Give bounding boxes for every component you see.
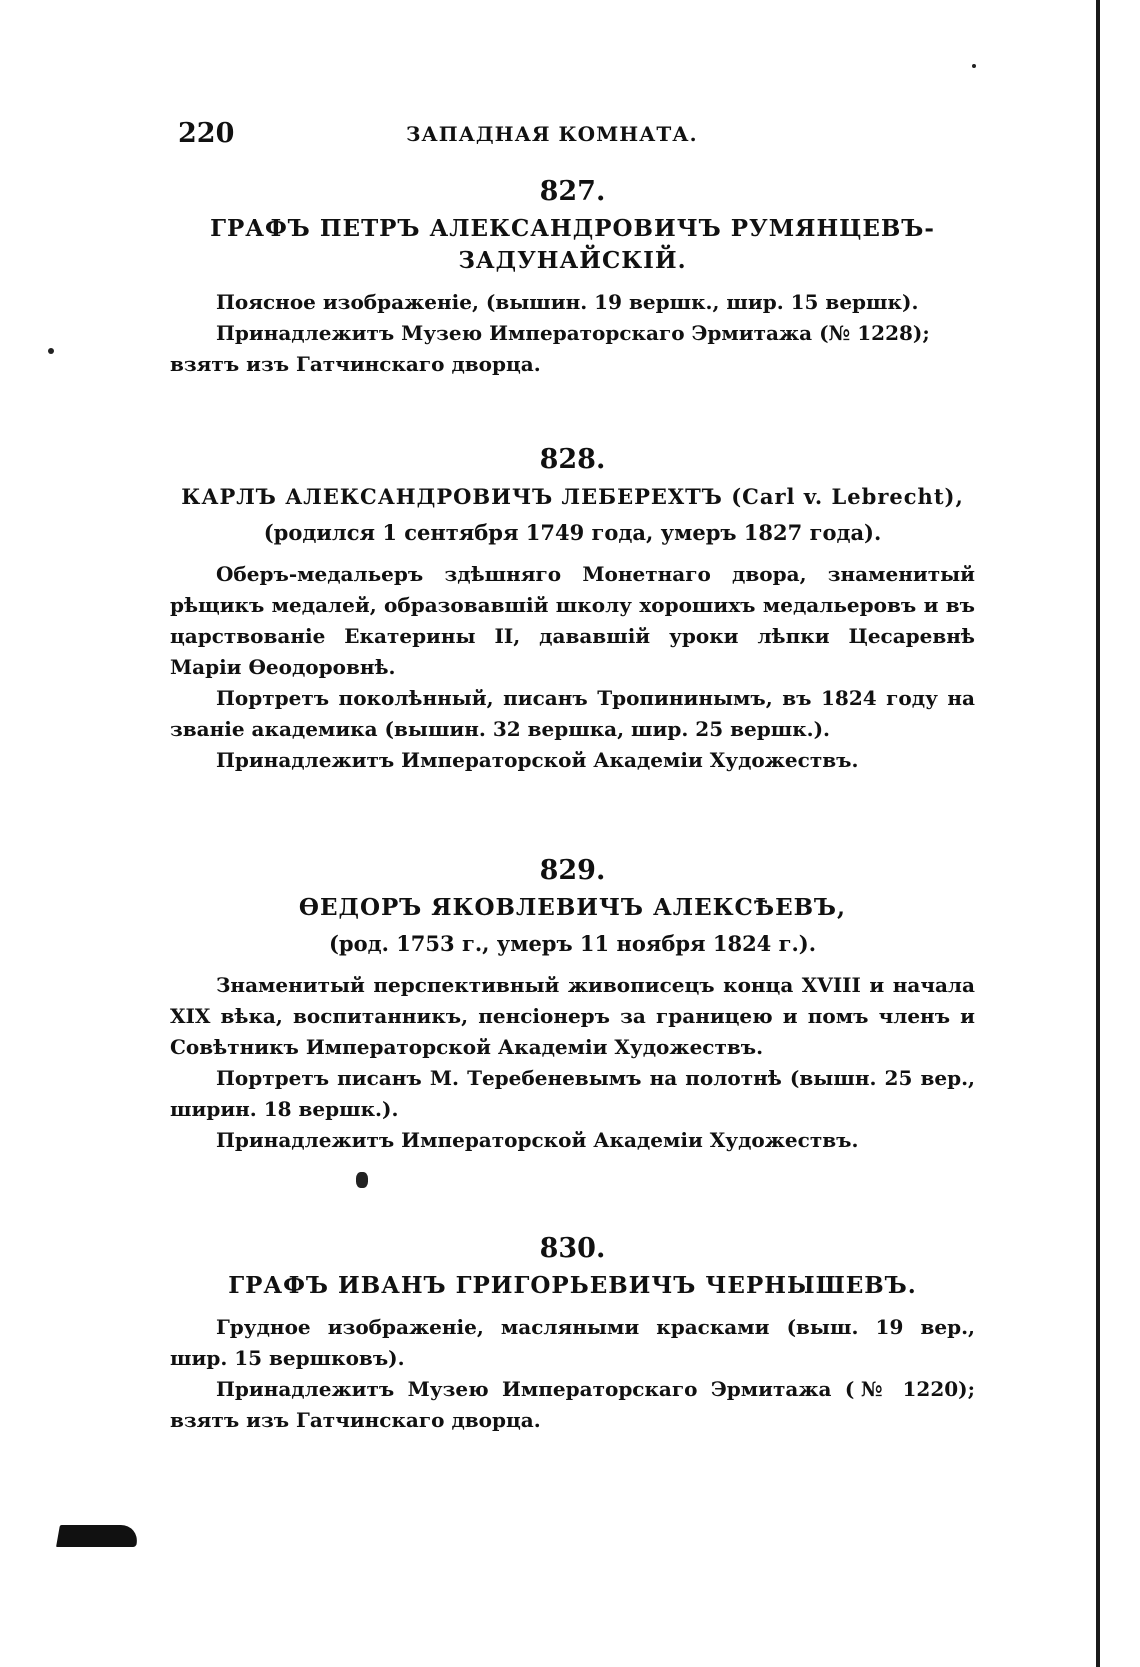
entry-paragraph: взятъ изъ Гатчинскаго дворца.	[170, 352, 541, 376]
page-number: 220	[178, 118, 235, 149]
entry-paragraph: Принадлежитъ Императорской Академіи Художествъ.	[216, 748, 859, 772]
entry-number: 828.	[539, 444, 606, 475]
entry-paragraph: Знаменитый перспективный живописецъ конца XVIII и начала XIX вѣка, воспитанникъ, пенсіонеръ за границею и помъ членъ и Совѣтникъ Императорской Академіи Художествъ.	[170, 973, 975, 1059]
entry-name-line: КАРЛЪ АЛЕКСАНДРОВИЧЪ ЛЕБЕРЕХТЪ (Carl v. Lebrecht),	[181, 484, 964, 509]
catalog-entry-830	[170, 1233, 975, 1436]
page-edge-border	[1096, 0, 1100, 1667]
entry-paragraph: Портретъ поколѣнный, писанъ Тропининымъ, въ 1824 году на званіе академика (вышин. 32 вершка, шир. 25 вершк.).	[170, 686, 975, 741]
ink-blot-mark	[56, 1525, 140, 1547]
entry-number: 829.	[539, 855, 606, 886]
catalog-entry-828	[170, 444, 975, 776]
entry-name-line: ГРАФЪ ПЕТРЪ АЛЕКСАНДРОВИЧЪ РУМЯНЦЕВЪ-	[210, 215, 935, 242]
entry-paragraph: Принадлежитъ Музею Императорскаго Эрмитажа (№ 1220); взятъ изъ Гатчинскаго дворца.	[170, 1377, 975, 1432]
entry-name-line: ГРАФЪ ИВАНЪ ГРИГОРЬЕВИЧЪ ЧЕРНЫШЕВЪ.	[228, 1272, 917, 1299]
entry-name-line: ЗАДУНАЙСКІЙ.	[458, 247, 687, 274]
entry-paragraph: Поясное изображеніе, (вышин. 19 вершк., шир. 15 вершк).	[216, 290, 919, 314]
ink-speck	[356, 1172, 368, 1188]
entry-dates: (родился 1 сентября 1749 года, умеръ 1827 года).	[263, 520, 882, 545]
catalog-entry-827	[170, 176, 975, 380]
ink-speck	[972, 64, 976, 68]
entry-paragraph: Оберъ-медальеръ здѣшняго Монетнаго двора, знаменитый рѣщикъ медалей, образовавшій школу хорошихъ медальеровъ и въ царствованіе Екатерины II, дававшій уроки лѣпки Цесаревнѣ Маріи Ѳеодоровнѣ.	[170, 562, 975, 679]
page-header	[178, 118, 738, 158]
running-head: ЗАПАДНАЯ КОМНАТА.	[406, 122, 698, 146]
entry-paragraph: Принадлежитъ Императорской Академіи Художествъ.	[216, 1128, 859, 1152]
entry-paragraph: Принадлежитъ Музею Императорскаго Эрмитажа (№ 1228);	[216, 321, 930, 345]
entry-paragraph: Грудное изображеніе, масляными красками (выш. 19 вер., шир. 15 вершковъ).	[170, 1315, 975, 1370]
ink-speck	[48, 348, 54, 354]
entry-paragraph: Портретъ писанъ М. Теребеневымъ на полотнѣ (вышн. 25 вер., ширин. 18 вершк.).	[170, 1066, 975, 1121]
catalog-entry-829	[170, 855, 975, 1156]
entry-name-line: ѲЕДОРЪ ЯКОВЛЕВИЧЪ АЛЕКСѢЕВЪ,	[298, 894, 847, 921]
entry-number: 830.	[539, 1233, 606, 1264]
entry-number: 827.	[539, 176, 606, 207]
entry-dates: (род. 1753 г., умеръ 11 ноября 1824 г.).	[328, 931, 817, 956]
